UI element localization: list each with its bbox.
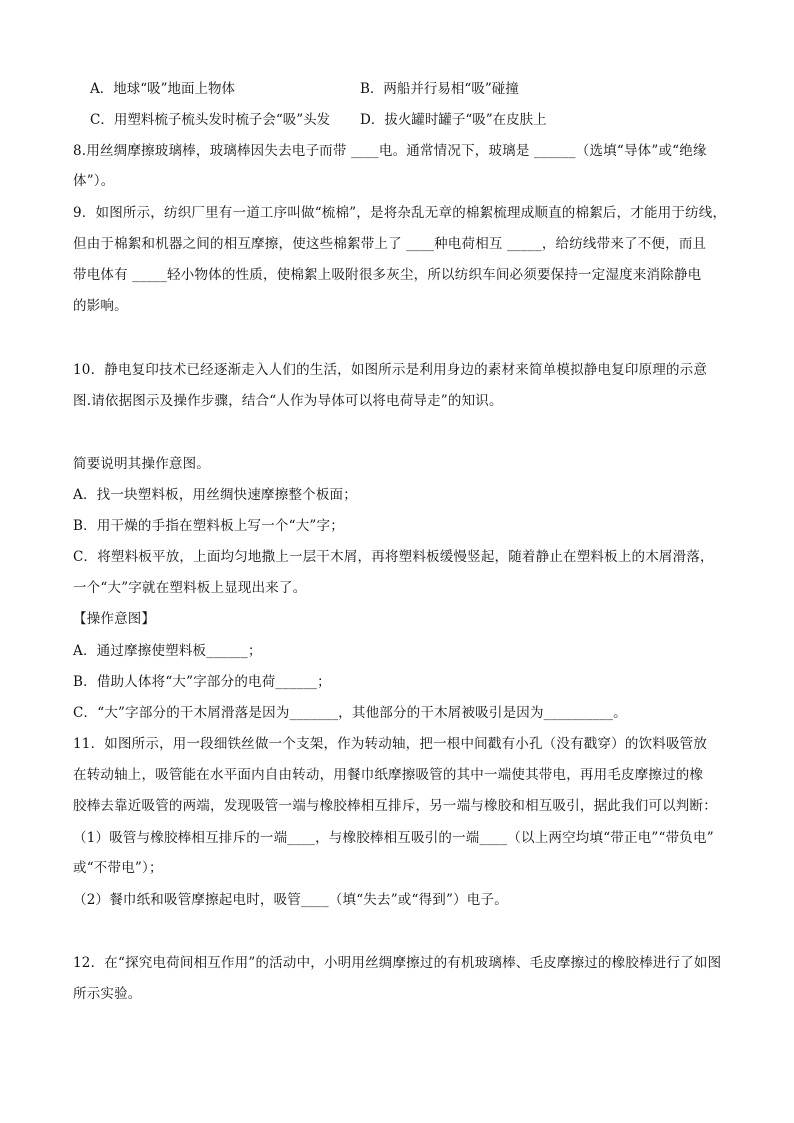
- q12-line-1: 12．在“探究电荷间相互作用”的活动中，小明用丝绸摩擦过的有机玻璃棒、毛皮摩擦过的橡胶棒进行了如图: [73, 955, 722, 971]
- q8-line-2: 体”）。: [73, 173, 115, 189]
- q11-line-6: （2）餐巾纸和吸管摩擦起电时，吸管____（填“失去”或“得到”）电子。: [73, 892, 508, 908]
- q12-line-2: 所示实验。: [73, 986, 142, 1002]
- q9-line-3: 带电体有 _____轻小物体的性质，使棉絮上吸附很多灰尘，所以纺织车间必须要保持一定湿度来消除静电: [73, 267, 702, 283]
- q7-option-d: D．拔火罐时罐子“吸”在皮肤上: [360, 112, 547, 128]
- q7-option-c: C．用塑料梳子梳头发时梳子会“吸”头发: [90, 112, 331, 128]
- q10-line-1: 10．静电复印技术已经逐渐走入人们的生活，如图所示是利用身边的素材来简单模拟静电复印原理的示意: [73, 362, 708, 378]
- q8-line-1: 8.用丝绸摩擦玻璃棒，玻璃棒因失去电子而带 ____电。通常情况下，玻璃是 ______（选填“导体”或“绝缘: [73, 143, 707, 159]
- q10-step-c-1: C．将塑料板平放，上面均匀地撒上一层干木屑，再将塑料板缓慢竖起，随着静止在塑料板上的木屑滑落，: [73, 549, 714, 565]
- q11-line-1: 11．如图所示，用一段细铁丝做一个支架，作为转动轴，把一根中间戳有小孔（没有戳穿）的饮料吸管放: [73, 736, 708, 752]
- q11-line-4: （1）吸管与橡胶棒相互排斥的一端____，与橡胶棒相互吸引的一端____（以上两空均填“带正电”“带负电”: [73, 830, 714, 846]
- q9-line-2: 但由于棉絮和机器之间的相互摩擦，使这些棉絮带上了 ____种电荷相互 _____，给纺线带来了不便，而且: [73, 236, 707, 252]
- q7-option-a: A．地球“吸”地面上物体: [90, 81, 236, 97]
- q11-line-3: 胶棒去靠近吸管的两端，发现吸管一端与橡胶棒相互排斥，另一端与橡胶和相互吸引，据此我们可以判断：: [73, 798, 717, 814]
- q10-answer-a: A．通过摩擦使塑料板______；: [73, 643, 262, 659]
- q10-heading: 【操作意图】: [73, 611, 156, 627]
- q9-line-1: 9．如图所示，纺织厂里有一道工序叫做“梳棉”，是将杂乱无章的棉絮梳理成顺直的棉絮后，才能用于纺线，: [73, 205, 727, 221]
- q10-step-c-2: 一个“大”字就在塑料板上显现出来了。: [73, 580, 307, 596]
- q7-option-b: B．两船并行易相“吸”碰撞: [360, 81, 519, 97]
- q10-step-b: B．用干燥的手指在塑料板上写一个“大”字；: [73, 518, 344, 534]
- q10-step-a: A．找一块塑料板，用丝绸快速摩擦整个板面；: [73, 487, 357, 503]
- q11-line-2: 在转动轴上，吸管能在水平面内自由转动，用餐巾纸摩擦吸管的其中一端使其带电，再用毛皮摩擦过的橡: [73, 767, 704, 783]
- q11-line-5: 或“不带电”）；: [73, 860, 163, 876]
- q10-line-2: 图.请依据图示及操作步骤，结合“人作为导体可以将电荷导走”的知识。: [73, 393, 503, 409]
- q10-answer-c: C．“大”字部分的干木屑滑落是因为_______，其他部分的干木屑被吸引是因为__________。: [73, 705, 627, 721]
- q9-line-4: 的影响。: [73, 298, 128, 314]
- q10-answer-b: B．借助人体将“大”字部分的电荷______；: [73, 674, 331, 690]
- q10-line-3: 简要说明其操作意图。: [73, 456, 210, 472]
